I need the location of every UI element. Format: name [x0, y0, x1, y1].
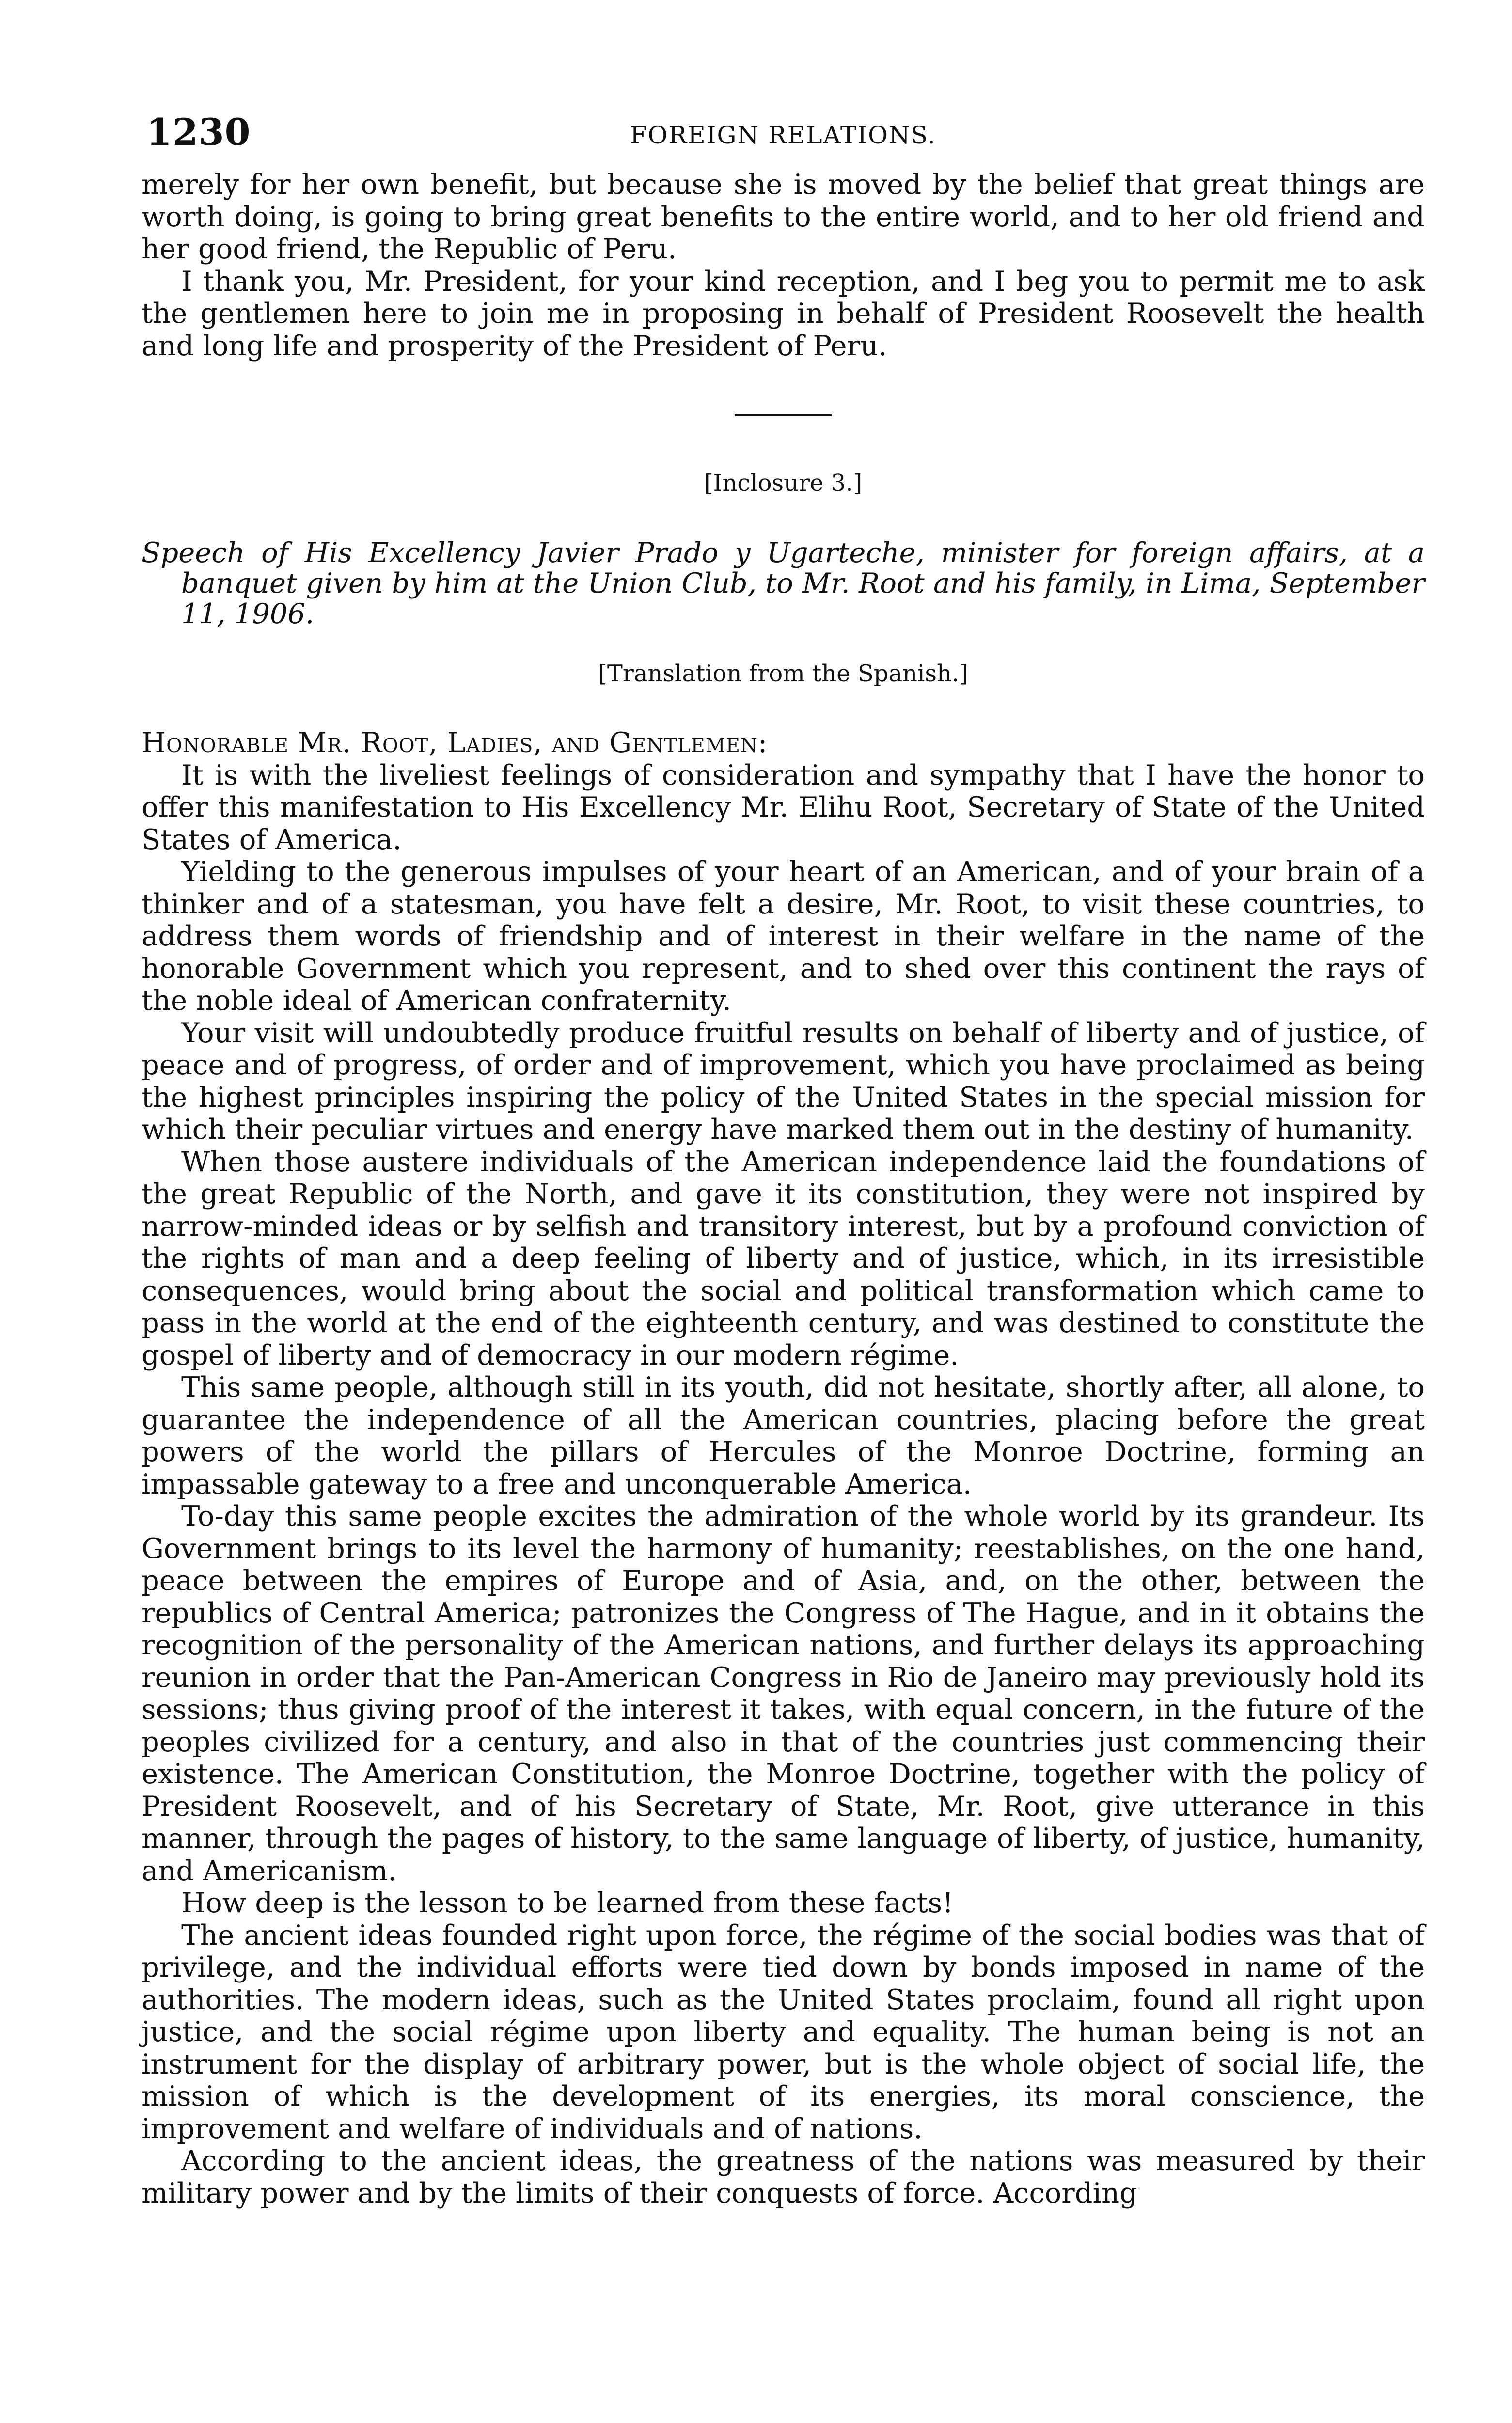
page-number: 1230 [146, 110, 251, 154]
paragraph: merely for her own benefit, but because she is moved by the belief that great things are worth doing, is going to bring great benefits to the entire world, and to her old friend and her good friend, the Republic of Peru. [142, 168, 1425, 265]
paragraph: I thank you, Mr. President, for your kind reception, and I beg you to permit me to ask the gentlemen here to join me in proposing in behalf of President Roosevelt the health and long life and prosperity of the President of Peru. [142, 265, 1425, 362]
speech-title: Speech of His Excellency Javier Prado y Ugarteche, minister for foreign affairs, at a banquet given by him at the Union Club, to Mr. Root and his family, in Lima, September 11, 1906. [142, 536, 1425, 630]
document-page [142, 110, 1425, 2209]
speech-body [142, 759, 1425, 2210]
paragraph: According to the ancient ideas, the greatness of the nations was measured by their military power and by the limits of their conquests of force. According [142, 2144, 1425, 2209]
paragraph: Your visit will undoubtedly produce fruitful results on behalf of liberty and of justice, of peace and of progress, of order and of improvement, which you have proclaimed as being the highest principles inspiring the policy of the United States in the special mission for which their peculiar virtues and energy have marked them out in the destiny of humanity. [142, 1016, 1425, 1146]
paragraph: It is with the liveliest feelings of consideration and sympathy that I have the honor to offer this manifestation to His Excellency Mr. Elihu Root, Secretary of State of the United States of America. [142, 758, 1425, 856]
paragraph: Yielding to the generous impulses of your heart of an American, and of your brain of a thinker and of a statesman, you have felt a desire, Mr. Root, to visit these countries, to address them words of friendship and of interest in their welfare in the name of the honorable Government which you represent, and to shed over this continent the rays of the noble ideal of American confraternity. [142, 855, 1425, 1017]
inclosure-label: [Inclosure 3.] [704, 470, 863, 497]
section-divider [735, 414, 832, 416]
running-head: FOREIGN RELATIONS. [630, 121, 937, 149]
translation-note: [Translation from the Spanish.] [598, 660, 968, 687]
page-header [142, 110, 1425, 169]
continued-text [142, 169, 1425, 362]
paragraph: This same people, although still in its youth, did not hesitate, shortly after, all alone, to guarantee the independence of all the American countries, placing before the great powers of the world the pillars of Hercules of the Monroe Doctrine, forming an impassable gateway to a free and unconquerable America. [142, 1371, 1425, 1500]
salutation: Honorable Mr. Root, Ladies, and Gentlemen: [142, 726, 768, 759]
paragraph: How deep is the lesson to be learned from these facts! [181, 1887, 954, 1919]
paragraph: To-day this same people excites the admiration of the whole world by its grandeur. Its Government brings to its level the harmony of humanity; reestablishes, on the one hand, peace between the empires of Europe and of Asia, and, on the other, between the republics of Central America; patronizes the Congress of The Hague, and in it obtains the recognition of the personality of the American nations, and further delays its approaching reunion in order that the Pan-American Congress in Rio de Janeiro may previously hold its sessions; thus giving proof of the interest it takes, with equal concern, in the future of the peoples civilized for a century, and also in that of the countries just commencing their existence. The American Constitution, the Monroe Doctrine, together with the policy of President Roosevelt, and of his Secretary of State, Mr. Root, give utterance in this manner, through the pages of history, to the same language of liberty, of justice, humanity, and Americanism. [142, 1500, 1425, 1887]
paragraph: The ancient ideas founded right upon force, the régime of the social bodies was that of privilege, and the individual efforts were tied down by bonds imposed in name of the authorities. The modern ideas, such as the United States proclaim, found all right upon justice, and the social régime upon liberty and equality. The human being is not an instrument for the display of arbitrary power, but is the whole object of social life, the mission of which is the development of its energies, its moral conscience, the improvement and welfare of individuals and of nations. [142, 1919, 1425, 2145]
paragraph: When those austere individuals of the American independence laid the foundations of the great Republic of the North, and gave it its constitution, they were not inspired by narrow-minded ideas or by selfish and transitory interest, but by a profound conviction of the rights of man and a deep feeling of liberty and of justice, which, in its irresistible consequences, would bring about the social and political transformation which came to pass in the world at the end of the eighteenth century, and was destined to constitute the gospel of liberty and of democracy in our modern régime. [142, 1145, 1425, 1371]
